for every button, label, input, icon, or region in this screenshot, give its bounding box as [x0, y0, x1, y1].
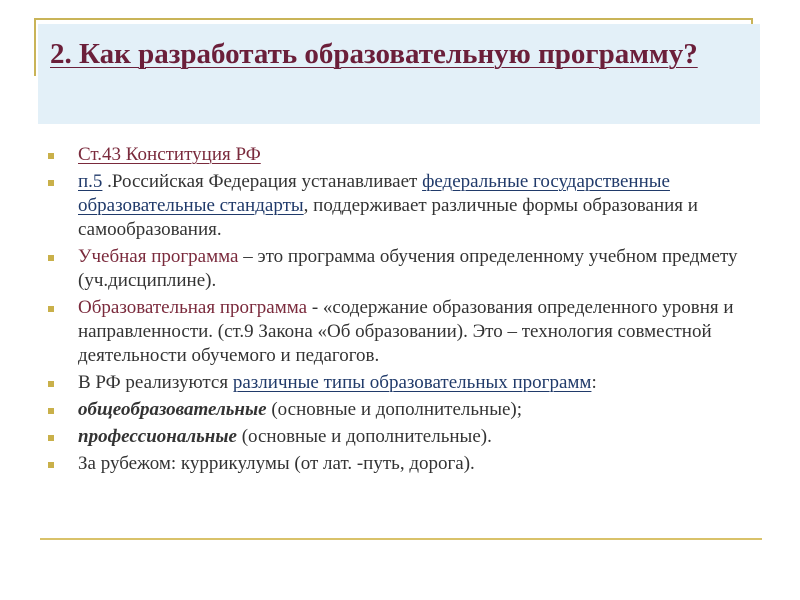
- list-item-program-types: [48, 371, 752, 395]
- program-types-text-b: :: [591, 372, 597, 393]
- square-bullet-icon: [48, 180, 54, 186]
- general-education-term: общеобразовательные: [78, 399, 267, 420]
- paragraph-5-text-a: .Российская Федерация устанавливает: [102, 171, 423, 192]
- list-item-professional: [48, 425, 752, 449]
- paragraph-5-text-b: , поддерживает различные формы образования и самообразования.: [78, 195, 698, 240]
- standards-link[interactable]: федеральные государственные образовательные стандарты: [78, 171, 670, 216]
- list-item-paragraph-5: [48, 170, 752, 242]
- educational-program-definition: - «содержание образования определенного уровня и направленности. (ст.9 Закона «Об образовании). Это – технология совместной деятельности обучемого и педагогов.: [78, 297, 734, 366]
- list-item-curricula-abroad: [48, 452, 752, 476]
- professional-text: (основные и дополнительные).: [236, 426, 492, 447]
- title-frame-top: [34, 18, 752, 20]
- program-types-text-a: В РФ реализуются: [78, 372, 233, 393]
- professional-term: профессиональные: [78, 426, 237, 447]
- title-frame-left: [34, 18, 36, 76]
- curricula-abroad-text: За рубежом: куррикулумы (от лат. -путь, дорога).: [78, 453, 475, 474]
- list-item-educational-program: [48, 296, 752, 368]
- educational-program-term: Образовательная программа: [78, 297, 308, 318]
- slide-title: 2. Как разработать образовательную программу?: [50, 38, 698, 70]
- square-bullet-icon: [48, 255, 54, 261]
- list-item-curriculum: [48, 245, 752, 293]
- square-bullet-icon: [48, 306, 54, 312]
- list-item-constitution: [48, 143, 752, 167]
- bottom-divider: [40, 538, 762, 540]
- square-bullet-icon: [48, 435, 54, 441]
- list-item-general-education: [48, 398, 752, 422]
- square-bullet-icon: [48, 153, 54, 159]
- title-box: [38, 24, 760, 124]
- program-types-link[interactable]: различные типы образовательных программ: [232, 372, 592, 393]
- curriculum-definition: – это программа обучения определенному учебном предмету (уч.дисциплине).: [78, 246, 738, 291]
- square-bullet-icon: [48, 408, 54, 414]
- paragraph-5-link[interactable]: п.5: [78, 171, 103, 192]
- square-bullet-icon: [48, 381, 54, 387]
- general-education-text: (основные и дополнительные);: [266, 399, 523, 420]
- curriculum-term: Учебная программа: [78, 246, 239, 267]
- square-bullet-icon: [48, 462, 54, 468]
- constitution-link[interactable]: Ст.43 Конституция РФ: [78, 144, 261, 165]
- slide-content: [48, 143, 752, 479]
